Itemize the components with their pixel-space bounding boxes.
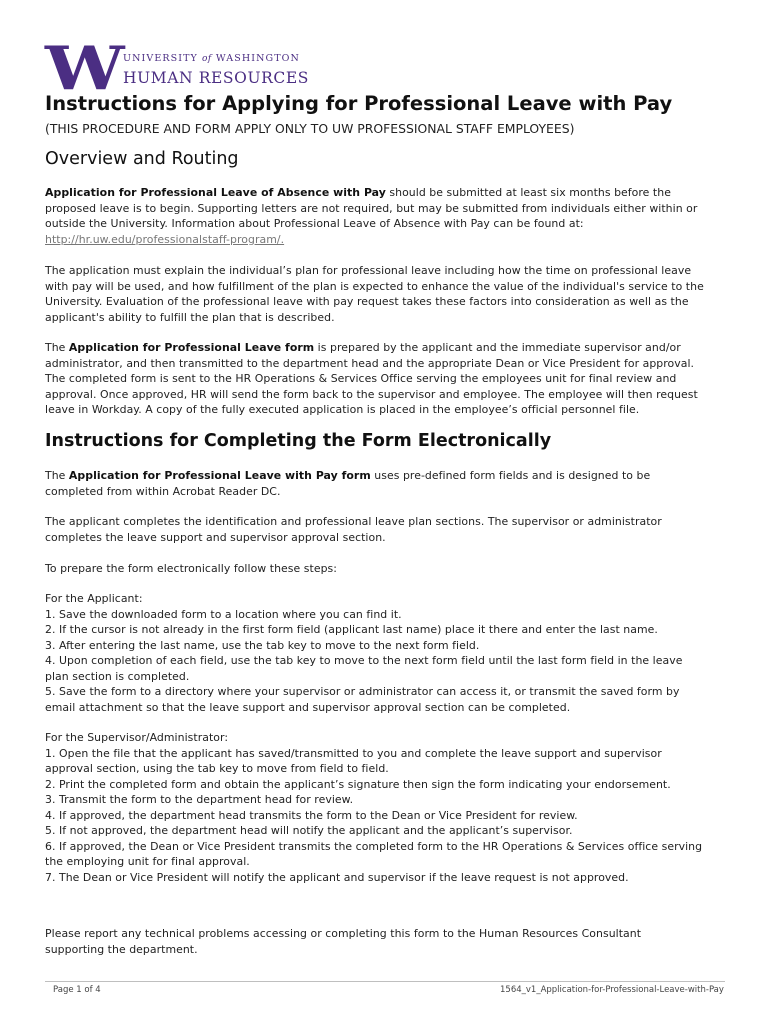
footer-divider bbox=[45, 981, 725, 982]
supervisor-steps bbox=[45, 730, 735, 885]
overview-paragraph-2: The application must explain the individual’s plan for professional leave including how the time on professional leave with pay will be used, and how fulfillment of the plan is expected to enhance the value of the individual's service to the University. Evaluation of the professional leave with pay request takes these factors into consideration as well as the applicant's ability to fulfill the plan that is described. bbox=[45, 264, 704, 324]
uw-w-mark: W bbox=[45, 34, 121, 104]
page-number: Page 1 of 4 bbox=[53, 985, 101, 995]
list-item: 3. Transmit the form to the department head for review. bbox=[45, 793, 354, 806]
list-item: 4. If approved, the department head transmits the form to the Dean or Vice President for review. bbox=[45, 808, 578, 822]
professional-staff-program-link[interactable]: http://hr.uw.edu/professionalstaff-program/. bbox=[45, 232, 285, 246]
list-item: 5. Save the form to a directory where your supervisor or administrator can access it, or transmit the saved form by bbox=[45, 685, 680, 698]
list-item: 1. Open the file that the applicant has saved/transmitted to you and complete the leave support and supervisor bbox=[45, 746, 662, 760]
page-subtitle: (THIS PROCEDURE AND FORM APPLY ONLY TO UW PROFESSIONAL STAFF EMPLOYEES) bbox=[45, 121, 575, 136]
supervisor-steps-heading: For the Supervisor/Administrator: bbox=[45, 731, 229, 744]
overview-paragraph-3: The Application for Professional Leave form is prepared by the applicant and the immediate supervisor and/or administrator, and then transmitted to the department head and the appropriate Dean or Vice President for approval. The completed form is sent to the HR Operations & Services Office serving the employees unit for final review and approval. Once approved, HR will send the form back to the supervisor and employee. The employee will then request leave in Workday. A copy of the fully executed application is placed in the employee’s official personnel file. bbox=[45, 341, 698, 416]
overview-heading: Overview and Routing bbox=[45, 149, 239, 169]
list-item: 5. If not approved, the department head will notify the applicant and the applicant’s supervisor. bbox=[45, 824, 573, 837]
list-item: 6. If approved, the Dean or Vice President transmits the completed form to the HR Operations & Services office serving bbox=[45, 839, 703, 853]
instructions-paragraph-1: The Application for Professional Leave with Pay form uses pre-defined form fields and is designed to be completed from within Acrobat Reader DC. bbox=[45, 469, 651, 498]
list-item: 2. Print the completed form and obtain the applicant’s signature then sign the form indicating your endorsement. bbox=[45, 777, 671, 791]
uw-hr-logo bbox=[45, 34, 309, 104]
logo-department-line: HUMAN RESOURCES bbox=[123, 68, 309, 87]
logo-university-line: UNIVERSITY of WASHINGTON bbox=[123, 52, 300, 64]
applicant-steps bbox=[45, 591, 735, 715]
list-item: 4. Upon completion of each field, use the tab key to move to the next form field until the last form field in the leave bbox=[45, 654, 683, 667]
list-item: 7. The Dean or Vice President will notify the applicant and supervisor if the leave request is not approved. bbox=[45, 870, 629, 884]
list-item: 3. After entering the last name, use the tab key to move to the next form field. bbox=[45, 638, 480, 652]
document-id: 1564_v1_Application-for-Professional-Leave-with-Pay bbox=[500, 985, 724, 995]
list-item: the employing unit for final approval. bbox=[45, 855, 250, 868]
list-item: 1. Save the downloaded form to a location where you can find it. bbox=[45, 607, 402, 621]
instructions-heading: Instructions for Completing the Form Electronically bbox=[45, 431, 552, 451]
list-item: 2. If the cursor is not already in the first form field (applicant last name) place it there and enter the last name. bbox=[45, 623, 658, 636]
instructions-paragraph-3: To prepare the form electronically follow these steps: bbox=[45, 562, 337, 575]
instructions-paragraph-2: The applicant completes the identification and professional leave plan sections. The supervisor or administrator completes the leave support and supervisor approval section. bbox=[45, 515, 662, 544]
logo-wordmark bbox=[123, 51, 309, 88]
list-item: plan section is completed. bbox=[45, 669, 190, 683]
list-item: email attachment so that the leave support and supervisor approval section can be completed. bbox=[45, 700, 571, 714]
overview-paragraph-1: Application for Professional Leave of Absence with Pay should be submitted at least six months before the proposed leave is to begin. Supporting letters are not required, but may be submitted from individuals either within or outside the University. Information about Professional Leave of Absence with Pay can be found at: http://hr.uw.edu/professionalstaff-program/. bbox=[45, 186, 698, 246]
closing-paragraph: Please report any technical problems accessing or completing this form to the Human Resources Consultant supporting the department. bbox=[45, 927, 642, 956]
page-title: Instructions for Applying for Professional Leave with Pay bbox=[45, 92, 673, 115]
list-item: approval section, using the tab key to move from field to field. bbox=[45, 762, 389, 775]
applicant-steps-heading: For the Applicant: bbox=[45, 592, 143, 605]
